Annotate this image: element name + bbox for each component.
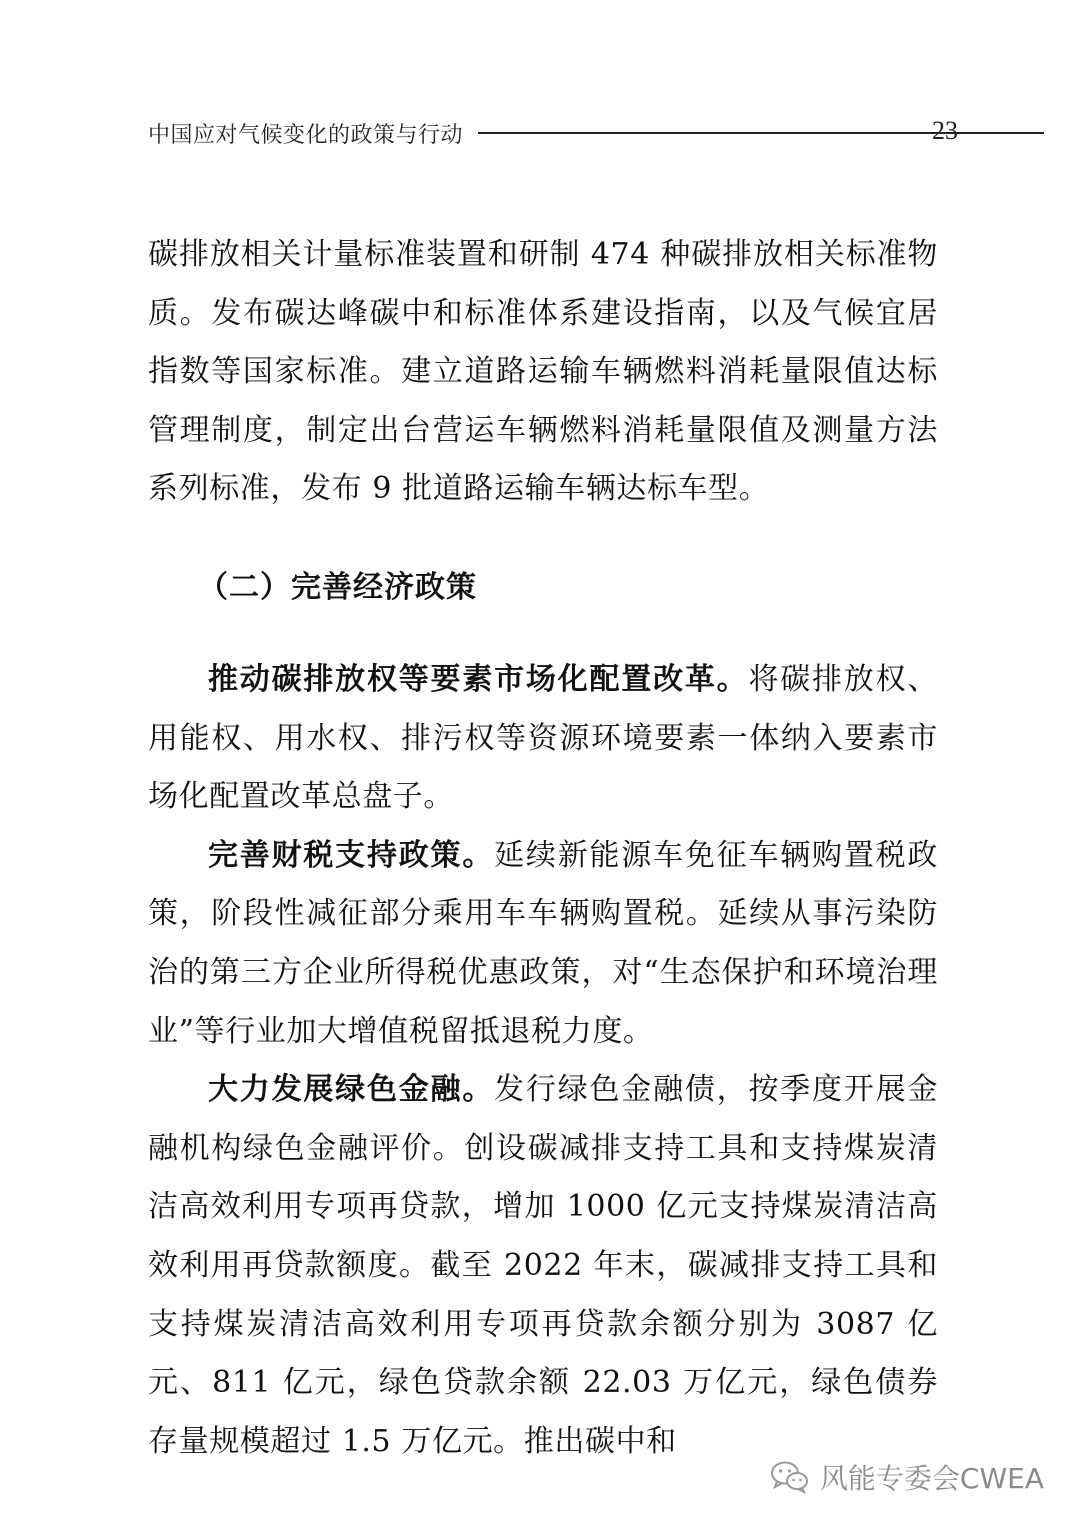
paragraph-text: 延续新能源车免征车辆购置税政策，阶段性减征部分乘用车车辆购置税。延续从事污染防治的第三方企业所得税优惠政策，对“生态保护和环境治理业”等行业加大增值税留抵退税力度。	[148, 837, 938, 1049]
paragraph-continuation: 碳排放相关计量标准装置和研制 474 种碳排放相关标准物质。发布碳达峰碳中和标准体系建设指南，以及气候宜居指数等国家标准。建立道路运输车辆燃料消耗量限值达标管理制度，制定出台营运车辆燃料消耗量限值及测量方法系列标准，发布 9 批道路运输车辆达标车型。	[148, 237, 938, 507]
paragraph-lead: 完善财税支持政策。	[208, 837, 495, 873]
watermark	[770, 1457, 1044, 1497]
page-body	[148, 226, 938, 1471]
section-heading: （二）完善经济政策	[198, 569, 477, 605]
header-rule	[478, 132, 1044, 134]
paragraph-lead: 推动碳排放权等要素市场化配置改革。	[208, 661, 749, 697]
watermark-text: 风能专委会CWEA	[819, 1462, 1044, 1495]
page-number: 23	[932, 116, 958, 145]
running-title: 中国应对气候变化的政策与行动	[148, 123, 464, 148]
paragraph-text: 发行绿色金融债，按季度开展金融机构绿色金融评价。创设碳减排支持工具和支持煤炭清洁高效利用专项再贷款，增加 1000 亿元支持煤炭清洁高效利用再贷款额度。截至 2022 年末，碳减排支持工具和支持煤炭清洁高效利用专项再贷款余额分别为 3087 亿元、811 亿元，绿色贷款余额 22.03 万亿元，绿色债券存量规模超过 1.5 万亿元。推出碳中和	[148, 1072, 938, 1459]
paragraph-text: 将碳排放权、用能权、用水权、排污权等资源环境要素一体纳入要素市场化配置改革总盘子。	[148, 661, 938, 815]
page-header	[148, 112, 960, 152]
paragraph-green-finance	[148, 1061, 938, 1471]
paragraph-lead: 大力发展绿色金融。	[208, 1072, 495, 1108]
wechat-icon	[770, 1460, 810, 1494]
paragraph-fiscal-policy	[148, 827, 938, 1061]
paragraph-market-reform	[148, 651, 938, 827]
